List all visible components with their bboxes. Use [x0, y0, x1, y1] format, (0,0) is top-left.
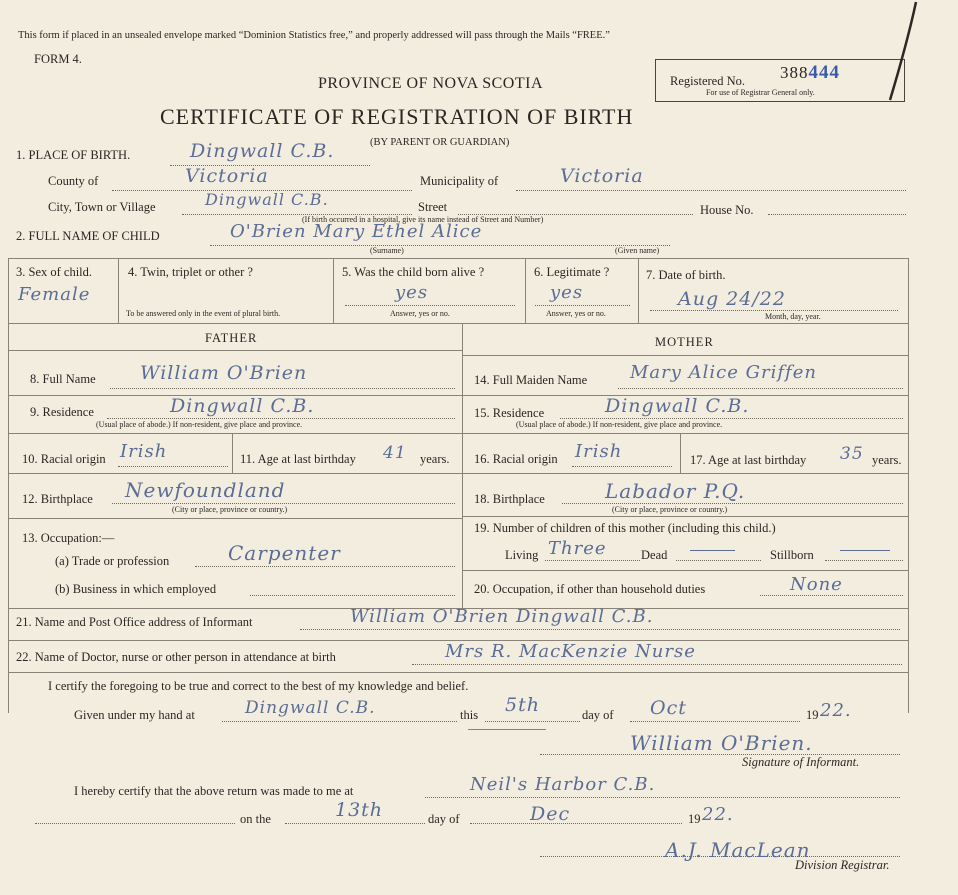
father-age-unit: years. [420, 452, 450, 466]
alive-value: yes [395, 282, 429, 303]
child-name-label: 2. FULL NAME OF CHILD [16, 229, 160, 243]
registered-number-prefix: 388 [780, 63, 809, 82]
twin-label: 4. Twin, triplet or other ? [128, 265, 253, 279]
certify-statement: I certify the foregoing to be true and correct to the best of my knowledge and belief. [48, 679, 469, 693]
given-day-of-label: day of [582, 708, 614, 722]
date-of-birth-label: 7. Date of birth. [646, 268, 726, 282]
registrar-statement: I hereby certify that the above return was made to me at [74, 784, 354, 798]
registered-number [780, 62, 840, 84]
registered-number-stamp: 444 [808, 62, 840, 83]
business-label: (b) Business in which employed [55, 582, 217, 596]
father-birthplace-value: Newfoundland [125, 478, 286, 502]
certificate-subtitle: (BY PARENT OR GUARDIAN) [370, 137, 510, 148]
mother-heading: MOTHER [655, 335, 714, 349]
trade-value: Carpenter [228, 541, 341, 565]
mother-residence-value: Dingwall C.B. [605, 395, 750, 417]
legitimate-value: yes [550, 282, 584, 303]
registrar-place-value: Neil's Harbor C.B. [470, 774, 656, 795]
mother-occupation-label: 20. Occupation, if other than household duties [474, 582, 706, 596]
living-label: Living [505, 548, 539, 562]
legitimate-note: Answer, yes or no. [546, 309, 606, 318]
given-under-label: Given under my hand at [74, 708, 195, 722]
child-name-value: O'Brien Mary Ethel Alice [230, 221, 483, 242]
mother-race-value: Irish [575, 441, 623, 462]
registrar-month-value: Dec [530, 803, 571, 825]
given-day-value: 5th [505, 694, 540, 716]
mother-birthplace-label: 18. Birthplace [474, 492, 545, 506]
father-heading: FATHER [205, 331, 258, 345]
province-heading: PROVINCE OF NOVA SCOTIA [318, 75, 544, 92]
father-race-label: 10. Racial origin [22, 452, 106, 466]
doctor-value: Mrs R. MacKenzie Nurse [445, 641, 696, 662]
alive-label: 5. Was the child born alive ? [342, 265, 485, 279]
given-name-caption: (Given name) [615, 246, 660, 255]
alive-note: Answer, yes or no. [390, 309, 450, 318]
pencil-mark-icon [880, 0, 920, 110]
municipality-value: Victoria [560, 165, 644, 187]
stillborn-label: Stillborn [770, 548, 814, 562]
date-of-birth-note: Month, day, year. [765, 312, 821, 321]
father-residence-value: Dingwall C.B. [170, 395, 315, 417]
city-value: Dingwall C.B. [205, 190, 329, 209]
mother-residence-note: (Usual place of abode.) If non-resident, give place and province. [516, 420, 723, 429]
father-age-value: 41 [383, 443, 407, 463]
surname-caption: (Surname) [370, 246, 404, 255]
father-birthplace-note: (City or place, province or country.) [172, 505, 288, 514]
registrar-year-prefix: 19 [688, 812, 701, 826]
given-year-value: 22. [820, 700, 852, 721]
father-residence-label: 9. Residence [30, 405, 94, 419]
county-value: Victoria [185, 165, 269, 187]
date-of-birth-value: Aug 24/22 [678, 288, 786, 310]
certificate-title: CERTIFICATE OF REGISTRATION OF BIRTH [160, 104, 634, 129]
mother-occupation-value: None [790, 574, 843, 595]
place-of-birth-value: Dingwall C.B. [190, 140, 335, 162]
mother-age-label: 17. Age at last birthday [690, 453, 807, 467]
doctor-label: 22. Name of Doctor, nurse or other person in attendance at birth [16, 650, 336, 664]
father-name-value: William O'Brien [140, 362, 308, 384]
house-number-label: House No. [700, 203, 754, 217]
mother-birthplace-value: Labador P.Q. [605, 479, 746, 503]
children-count-label: 19. Number of children of this mother (including this child.) [474, 521, 776, 535]
mother-age-unit: years. [872, 453, 902, 467]
father-age-label: 11. Age at last birthday [240, 452, 356, 466]
on-the-label: on the [240, 812, 271, 826]
given-place-value: Dingwall C.B. [245, 698, 376, 718]
registrar-year-value: 22. [702, 804, 734, 825]
place-of-birth-label: 1. PLACE OF BIRTH. [16, 148, 131, 162]
father-race-value: Irish [120, 441, 168, 462]
dead-label: Dead [641, 548, 668, 562]
informant-value: William O'Brien Dingwall C.B. [350, 606, 654, 627]
mother-birthplace-note: (City or place, province or country.) [612, 505, 728, 514]
given-year-prefix: 19 [806, 708, 819, 722]
registrar-day-of-label: day of [428, 812, 460, 826]
father-name-label: 8. Full Name [30, 372, 96, 386]
legitimate-label: 6. Legitimate ? [534, 265, 610, 279]
mother-age-value: 35 [840, 444, 864, 464]
living-value: Three [548, 538, 607, 559]
occupation-label: 13. Occupation:— [22, 531, 115, 545]
registrar-signature: A.J. MacLean [665, 838, 811, 862]
mother-race-label: 16. Racial origin [474, 452, 558, 466]
registrar-note: For use of Registrar General only. [706, 88, 815, 97]
registered-label: Registered No. [670, 74, 745, 88]
municipality-label: Municipality of [420, 174, 499, 188]
county-label: County of [48, 174, 99, 188]
informant-signature: William O'Brien. [630, 731, 813, 755]
mother-name-label: 14. Full Maiden Name [474, 373, 588, 387]
this-label: this [460, 708, 479, 722]
city-label: City, Town or Village [48, 200, 156, 214]
informant-signature-caption: Signature of Informant. [742, 755, 860, 769]
postal-notice: This form if placed in an unsealed envelope marked “Dominion Statistics free,” and properly addressed will pass through the Mails “FREE.” [18, 30, 610, 41]
sex-value: Female [18, 284, 91, 305]
twin-note: To be answered only in the event of plural birth. [126, 309, 281, 318]
mother-residence-label: 15. Residence [474, 406, 545, 420]
father-residence-note: (Usual place of abode.) If non-resident, give place and province. [96, 420, 303, 429]
street-label: Street [418, 200, 448, 214]
form-number: FORM 4. [34, 52, 82, 66]
mother-name-value: Mary Alice Griffen [630, 362, 817, 383]
sex-label: 3. Sex of child. [16, 265, 93, 279]
hospital-note: (If birth occurred in a hospital, give its name instead of Street and Number) [302, 215, 544, 224]
father-birthplace-label: 12. Birthplace [22, 492, 93, 506]
registrar-day-value: 13th [335, 799, 384, 821]
trade-label: (a) Trade or profession [55, 554, 170, 568]
informant-label: 21. Name and Post Office address of Informant [16, 615, 253, 629]
registrar-caption: Division Registrar. [795, 858, 890, 872]
given-month-value: Oct [650, 697, 687, 719]
